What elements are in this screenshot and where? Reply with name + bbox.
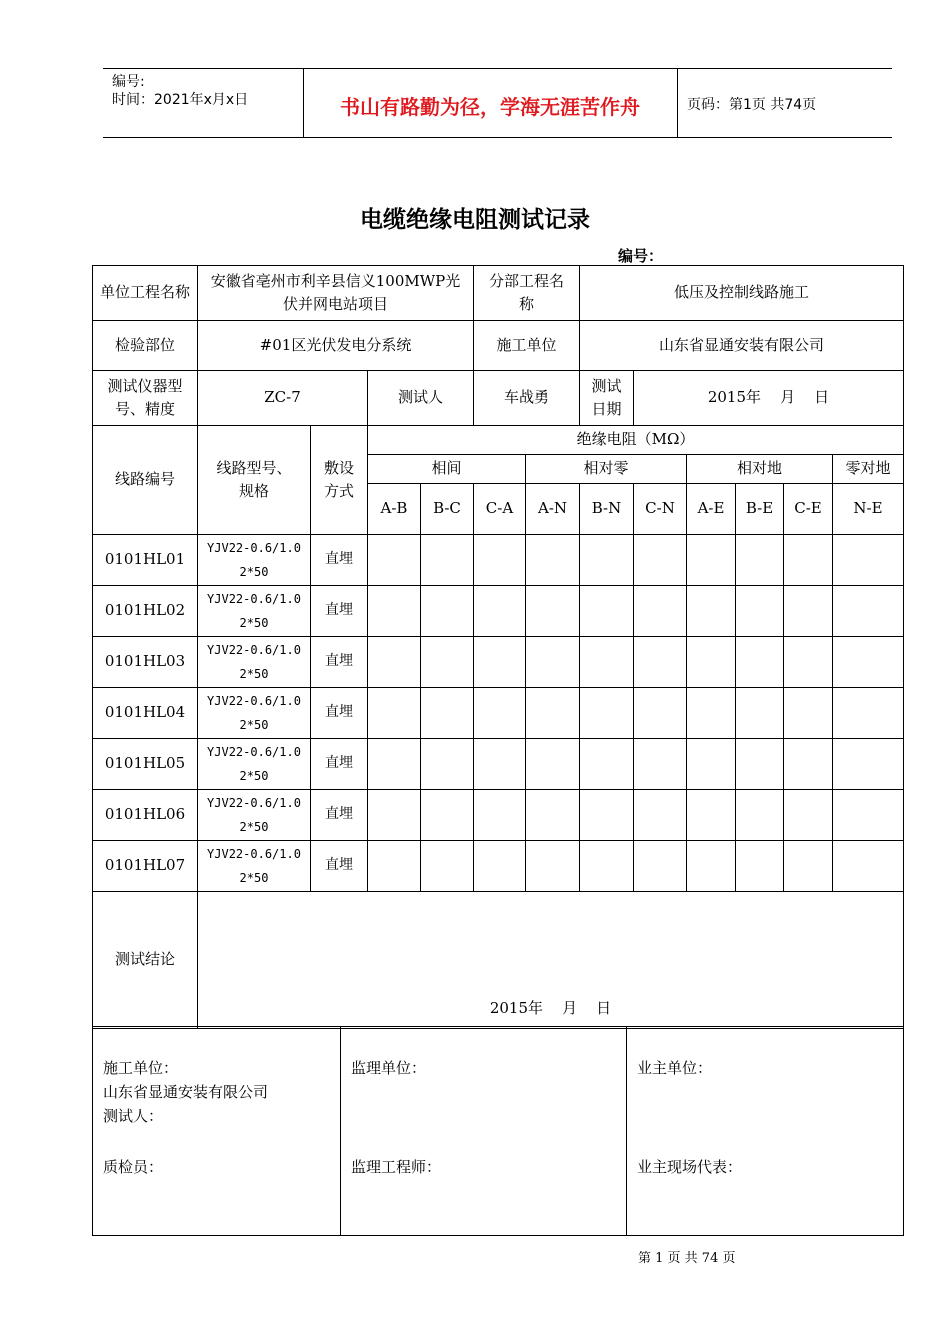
col-sub: N-E — [833, 484, 904, 535]
value-cell[interactable] — [526, 637, 580, 688]
value-cell[interactable] — [368, 790, 421, 841]
value-cell[interactable] — [833, 535, 904, 586]
info-row — [93, 266, 904, 321]
value-cell[interactable] — [580, 790, 634, 841]
cable-spec-cell — [198, 739, 311, 790]
cable-spec-cell — [198, 790, 311, 841]
conclusion-label: 测试结论 — [93, 892, 198, 1029]
value-cell[interactable] — [736, 739, 784, 790]
value-cell[interactable] — [368, 688, 421, 739]
line-no-cell: 0101HL05 — [93, 739, 198, 790]
conclusion-date: 2015年 月 日 — [489, 998, 612, 1017]
value-cell[interactable] — [526, 790, 580, 841]
conclusion-cell[interactable] — [198, 892, 904, 1029]
laying-cell: 直埋 — [311, 637, 368, 688]
laying-cell: 直埋 — [311, 535, 368, 586]
cable-spec-line: YJV22-0.6/1.0 — [207, 643, 301, 657]
value-cell[interactable] — [687, 739, 736, 790]
sig-owner-label: 业主单位： — [637, 1059, 713, 1077]
cable-spec-line: 2*50 — [239, 769, 269, 783]
page-header — [103, 68, 892, 138]
header-time-label: 时间：2021年x月x日 — [112, 92, 249, 108]
cable-spec-line: YJV22-0.6/1.0 — [207, 694, 301, 708]
value-cell[interactable] — [833, 637, 904, 688]
cable-spec-line: 2*50 — [239, 871, 269, 885]
value-cell[interactable] — [368, 535, 421, 586]
col-line-no: 线路编号 — [93, 426, 198, 535]
sig-qc-label: 质检员： — [103, 1158, 164, 1176]
value-cell[interactable] — [421, 535, 474, 586]
value-cell[interactable] — [784, 637, 833, 688]
col-sub: B-E — [736, 484, 784, 535]
sig-supervisor-engineer-label: 监理工程师： — [351, 1158, 442, 1176]
value-cell[interactable] — [580, 688, 634, 739]
line-no-cell: 0101HL07 — [93, 841, 198, 892]
owner-signature-cell[interactable] — [627, 1027, 904, 1236]
value-cell[interactable] — [634, 841, 687, 892]
cable-spec-cell — [198, 841, 311, 892]
table-row — [93, 790, 904, 841]
document-number-label: 编号： — [618, 247, 664, 265]
value-cell[interactable] — [687, 586, 736, 637]
cable-spec-line: 2*50 — [239, 820, 269, 834]
contractor-value: 山东省显通安装有限公司 — [580, 321, 904, 371]
value-cell[interactable] — [634, 688, 687, 739]
sig-supervisor-label: 监理单位： — [351, 1059, 427, 1077]
cable-spec-cell — [198, 586, 311, 637]
value-cell[interactable] — [687, 841, 736, 892]
table-row — [93, 637, 904, 688]
value-cell[interactable] — [580, 841, 634, 892]
laying-cell: 直埋 — [311, 841, 368, 892]
value-cell[interactable] — [474, 586, 526, 637]
cable-spec-line: YJV22-0.6/1.0 — [207, 847, 301, 861]
contractor-signature-cell[interactable] — [93, 1027, 341, 1236]
col-laying: 敷设方式 — [311, 426, 368, 535]
value-cell[interactable] — [580, 535, 634, 586]
value-cell[interactable] — [784, 790, 833, 841]
value-cell[interactable] — [368, 586, 421, 637]
value-cell[interactable] — [833, 739, 904, 790]
col-sub: A-B — [368, 484, 421, 535]
tester-label: 测试人 — [368, 371, 474, 426]
value-cell[interactable] — [368, 637, 421, 688]
header-code-label: 编号: — [112, 74, 145, 90]
page-footer: 第 1 页 共 74 页 — [638, 1251, 736, 1266]
contractor-label: 施工单位 — [474, 321, 580, 371]
signature-table — [92, 1026, 904, 1236]
value-cell[interactable] — [784, 535, 833, 586]
cable-spec-cell — [198, 637, 311, 688]
cable-spec-line: YJV22-0.6/1.0 — [207, 592, 301, 606]
value-cell[interactable] — [736, 586, 784, 637]
col-sub: C-E — [784, 484, 833, 535]
value-cell[interactable] — [634, 535, 687, 586]
info-row — [93, 321, 904, 371]
value-cell[interactable] — [736, 637, 784, 688]
sig-tester-label: 测试人： — [103, 1107, 164, 1125]
table-row — [93, 688, 904, 739]
value-cell[interactable] — [833, 790, 904, 841]
value-cell[interactable] — [634, 790, 687, 841]
line-no-cell: 0101HL01 — [93, 535, 198, 586]
header-motto: 书山有路勤为径，学海无涯苦作舟 — [340, 95, 640, 119]
inspect-part-value: #01区光伏发电分系统 — [198, 321, 474, 371]
value-cell[interactable] — [526, 586, 580, 637]
unit-project-label: 单位工程名称 — [93, 266, 198, 321]
value-cell[interactable] — [580, 586, 634, 637]
column-header-row — [93, 426, 904, 455]
sig-owner-rep-label: 业主现场代表： — [637, 1158, 743, 1176]
value-cell[interactable] — [736, 535, 784, 586]
info-row — [93, 371, 904, 426]
header-divider — [677, 69, 678, 137]
col-sub: B-C — [421, 484, 474, 535]
cable-spec-cell — [198, 535, 311, 586]
insulation-record-table — [92, 265, 904, 1029]
cable-spec-line: YJV22-0.6/1.0 — [207, 745, 301, 759]
value-cell[interactable] — [784, 586, 833, 637]
col-phase-neutral: 相对零 — [526, 455, 687, 484]
value-cell[interactable] — [784, 739, 833, 790]
tester-value: 车战勇 — [474, 371, 580, 426]
value-cell[interactable] — [526, 688, 580, 739]
value-cell[interactable] — [687, 637, 736, 688]
cable-spec-line: YJV22-0.6/1.0 — [207, 796, 301, 810]
cable-spec-line: 2*50 — [239, 616, 269, 630]
value-cell[interactable] — [580, 739, 634, 790]
value-cell[interactable] — [526, 739, 580, 790]
instrument-label: 测试仪器型号、精度 — [93, 371, 198, 426]
col-cable-spec: 线路型号、规格 — [198, 426, 311, 535]
value-cell[interactable] — [634, 637, 687, 688]
test-date-value: 2015年 月 日 — [634, 371, 904, 426]
value-cell[interactable] — [784, 688, 833, 739]
value-cell[interactable] — [474, 688, 526, 739]
value-cell[interactable] — [474, 841, 526, 892]
value-cell[interactable] — [687, 790, 736, 841]
value-cell[interactable] — [736, 790, 784, 841]
cable-spec-line: YJV22-0.6/1.0 — [207, 541, 301, 555]
col-sub: C-N — [634, 484, 687, 535]
value-cell[interactable] — [421, 841, 474, 892]
document-title: 电缆绝缘电阻测试记录 — [360, 207, 590, 233]
value-cell[interactable] — [526, 535, 580, 586]
sub-project-value: 低压及控制线路施工 — [580, 266, 904, 321]
value-cell[interactable] — [474, 790, 526, 841]
value-cell[interactable] — [634, 739, 687, 790]
cable-spec-line: 2*50 — [239, 667, 269, 681]
line-no-cell: 0101HL02 — [93, 586, 198, 637]
cable-spec-line: 2*50 — [239, 565, 269, 579]
value-cell[interactable] — [833, 586, 904, 637]
col-insulation: 绝缘电阻（MΩ） — [368, 426, 904, 455]
col-neutral-earth: 零对地 — [833, 455, 904, 484]
value-cell[interactable] — [784, 841, 833, 892]
table-row — [93, 535, 904, 586]
value-cell[interactable] — [421, 688, 474, 739]
value-cell[interactable] — [368, 841, 421, 892]
value-cell[interactable] — [421, 790, 474, 841]
sig-contractor-label: 施工单位： — [103, 1059, 179, 1077]
col-phase-earth: 相对地 — [687, 455, 833, 484]
value-cell[interactable] — [833, 841, 904, 892]
value-cell[interactable] — [368, 739, 421, 790]
laying-cell: 直埋 — [311, 790, 368, 841]
inspect-part-label: 检验部位 — [93, 321, 198, 371]
value-cell[interactable] — [580, 637, 634, 688]
value-cell[interactable] — [474, 535, 526, 586]
col-sub: A-E — [687, 484, 736, 535]
value-cell[interactable] — [421, 739, 474, 790]
laying-cell: 直埋 — [311, 586, 368, 637]
value-cell[interactable] — [833, 688, 904, 739]
laying-cell: 直埋 — [311, 739, 368, 790]
cable-spec-cell — [198, 688, 311, 739]
col-sub: C-A — [474, 484, 526, 535]
supervisor-signature-cell[interactable] — [341, 1027, 627, 1236]
col-sub: A-N — [526, 484, 580, 535]
laying-cell: 直埋 — [311, 688, 368, 739]
value-cell[interactable] — [634, 586, 687, 637]
conclusion-row — [93, 892, 904, 1029]
unit-project-value: 安徽省亳州市利辛县信义100MWP光伏并网电站项目 — [198, 266, 474, 321]
value-cell[interactable] — [736, 688, 784, 739]
col-phase-phase: 相间 — [368, 455, 526, 484]
value-cell[interactable] — [687, 688, 736, 739]
line-no-cell: 0101HL06 — [93, 790, 198, 841]
value-cell[interactable] — [474, 637, 526, 688]
table-row — [93, 841, 904, 892]
value-cell[interactable] — [421, 586, 474, 637]
value-cell[interactable] — [736, 841, 784, 892]
header-page-label: 页码：第1页 共74页 — [687, 97, 817, 113]
table-row — [93, 739, 904, 790]
sig-contractor-name: 山东省显通安装有限公司 — [103, 1083, 269, 1101]
line-no-cell: 0101HL03 — [93, 637, 198, 688]
table-row — [93, 586, 904, 637]
value-cell[interactable] — [687, 535, 736, 586]
value-cell[interactable] — [526, 841, 580, 892]
value-cell[interactable] — [474, 739, 526, 790]
test-date-label: 测试日期 — [580, 371, 634, 426]
cable-spec-line: 2*50 — [239, 718, 269, 732]
col-sub: B-N — [580, 484, 634, 535]
value-cell[interactable] — [421, 637, 474, 688]
instrument-value: ZC-7 — [198, 371, 368, 426]
sub-project-label: 分部工程名称 — [474, 266, 580, 321]
line-no-cell: 0101HL04 — [93, 688, 198, 739]
